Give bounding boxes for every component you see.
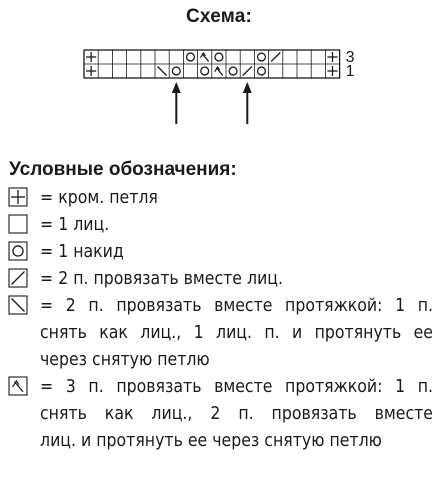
chart-cell-k3tog_s bbox=[215, 67, 223, 75]
chart-cell-ssk bbox=[158, 67, 167, 76]
chart-cell-k3tog_s bbox=[200, 53, 208, 61]
legend-text-line: лиц. и протянуть ее через снятую петлю bbox=[40, 431, 382, 451]
legend-text-line: = 1 лиц. bbox=[40, 215, 110, 235]
legend-text bbox=[40, 293, 433, 374]
chart-cell-yo bbox=[258, 67, 266, 75]
chart-cell-edge bbox=[86, 52, 96, 62]
legend-symbol-k2tog-icon bbox=[8, 268, 30, 290]
knitting-chart bbox=[0, 40, 438, 140]
legend-symbol-ssk-icon bbox=[8, 295, 30, 317]
repeat-arrow-icon bbox=[172, 82, 181, 124]
chart-cell-edge bbox=[327, 52, 337, 62]
chart-cell-yo bbox=[229, 67, 237, 75]
legend-symbol-yo-icon bbox=[8, 241, 30, 263]
chart-cell-k2tog bbox=[271, 53, 280, 62]
row-label: 3 bbox=[345, 49, 355, 66]
chart-cell-edge bbox=[327, 66, 337, 76]
chart-cell-yo bbox=[201, 67, 209, 75]
legend-text-line: снять как лиц., 1 лиц. п. и протянуть ее bbox=[40, 323, 433, 343]
legend bbox=[8, 185, 433, 455]
chart-cell-k2tog bbox=[243, 67, 252, 76]
legend-item-k2tog bbox=[8, 266, 433, 293]
chart-grid bbox=[84, 50, 340, 78]
legend-symbol-edge-icon bbox=[8, 187, 30, 209]
chart-cell-edge bbox=[86, 66, 96, 76]
chart-cell-yo bbox=[215, 53, 223, 61]
chart-cell-yo bbox=[187, 53, 195, 61]
chart-cell-yo bbox=[258, 53, 266, 61]
row-label: 1 bbox=[345, 63, 355, 80]
legend-item-ssk bbox=[8, 293, 433, 374]
legend-text bbox=[40, 185, 433, 212]
legend-text bbox=[40, 239, 433, 266]
legend-text-line: = кром. петля bbox=[40, 188, 158, 208]
legend-item-yo bbox=[8, 239, 433, 266]
legend-text bbox=[40, 266, 433, 293]
chart-cell-yo bbox=[172, 67, 180, 75]
legend-item-edge bbox=[8, 185, 433, 212]
diagram-title: Схема: bbox=[185, 6, 253, 27]
legend-text-line: = 3 п. провязать вместе протяжкой: 1 п. bbox=[40, 377, 433, 397]
legend-text-line: через снятую петлю bbox=[40, 350, 210, 370]
legend-text bbox=[40, 374, 433, 455]
legend-text-line: = 1 накид bbox=[40, 242, 124, 262]
legend-title: Условные обозначения: bbox=[9, 159, 237, 180]
legend-symbol-k3tog_s-icon bbox=[8, 376, 30, 398]
repeat-arrow-icon bbox=[243, 82, 252, 124]
legend-text bbox=[40, 212, 433, 239]
legend-symbol-k-icon bbox=[8, 214, 30, 236]
legend-text-line: = 2 п. провязать вместе протяжкой: 1 п. bbox=[40, 296, 433, 316]
legend-text-line: = 2 п. провязать вместе лиц. bbox=[40, 269, 284, 289]
legend-item-k3tog_s bbox=[8, 374, 433, 455]
legend-item-k bbox=[8, 212, 433, 239]
legend-text-line: снять как лиц., 2 п. провязать вместе bbox=[40, 404, 433, 424]
